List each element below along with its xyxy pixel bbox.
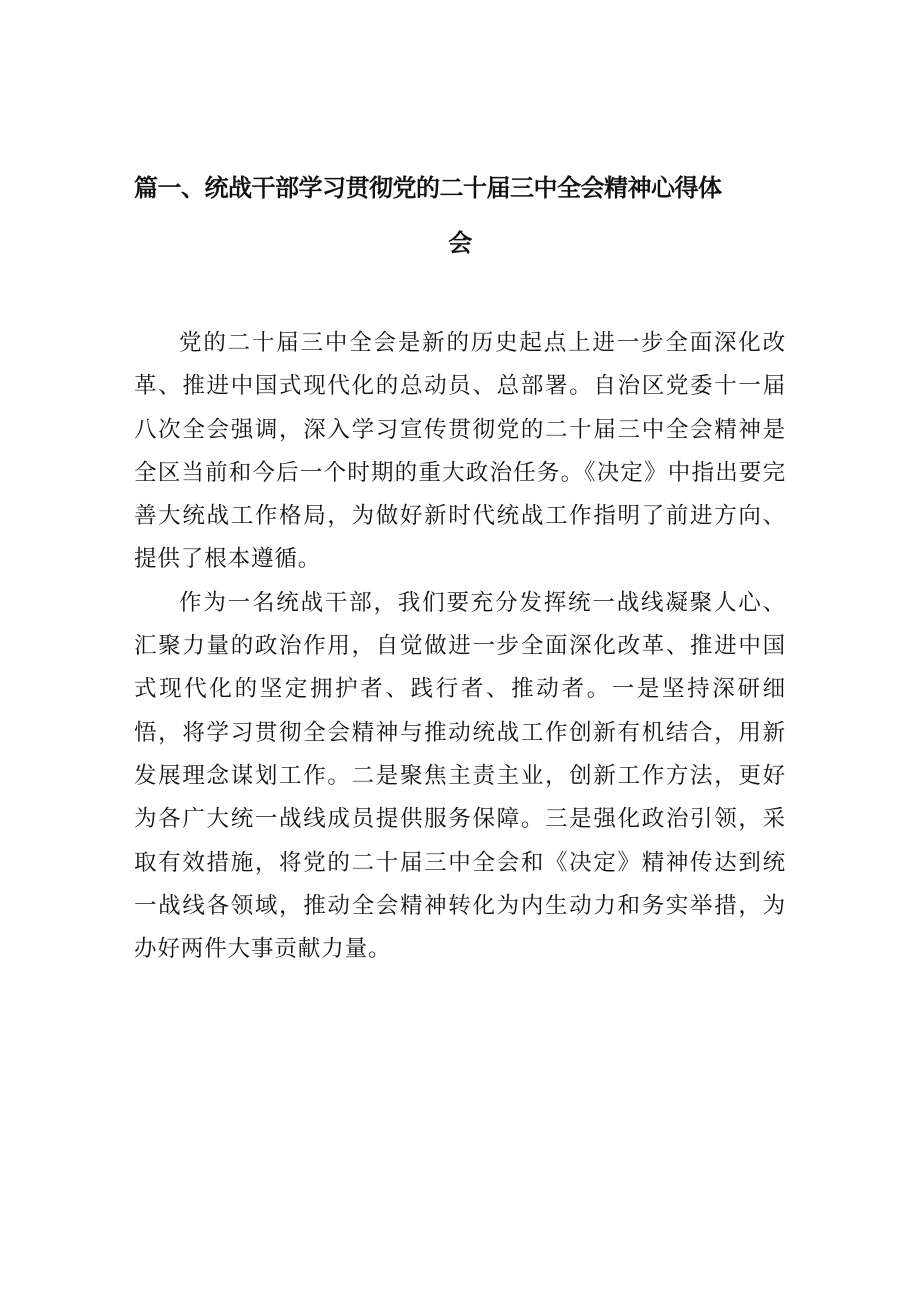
document-title-line-2: 会 [448,229,472,257]
body-paragraph-1: 党的二十届三中全会是新的历史起点上进一步全面深化改革、推进中国式现代化的总动员、总部署。自治区党委十一届八次全会强调，深入学习宣传贯彻党的二十届三中全会精神是全区当前和今后一个时期的重大政治任务。《决定》中指出要完善大统战工作格局，为做好新时代统战工作指明了前进方向、提供了根本遵循。 [134,330,786,573]
document-title-line-1: 篇一、统战干部学习贯彻党的二十届三中全会精神心得体 [134,174,722,202]
document-body [134,322,786,971]
body-paragraph-2: 作为一名统战干部，我们要充分发挥统一战线凝聚人心、汇聚力量的政治作用，自觉做进一步全面深化改革、推进中国式现代化的坚定拥护者、践行者、推动者。一是坚持深研细悟，将学习贯彻全会精神与推动统战工作创新有机结合，用新发展理念谋划工作。二是聚焦主责主业，创新工作方法，更好为各广大统一战线成员提供服务保障。三是强化政治引领，采取有效措施，将党的二十届三中全会和《决定》精神传达到统一战线各领域，推动全会精神转化为内生动力和务实举措，为办好两件大事贡献力量。 [134,589,786,963]
